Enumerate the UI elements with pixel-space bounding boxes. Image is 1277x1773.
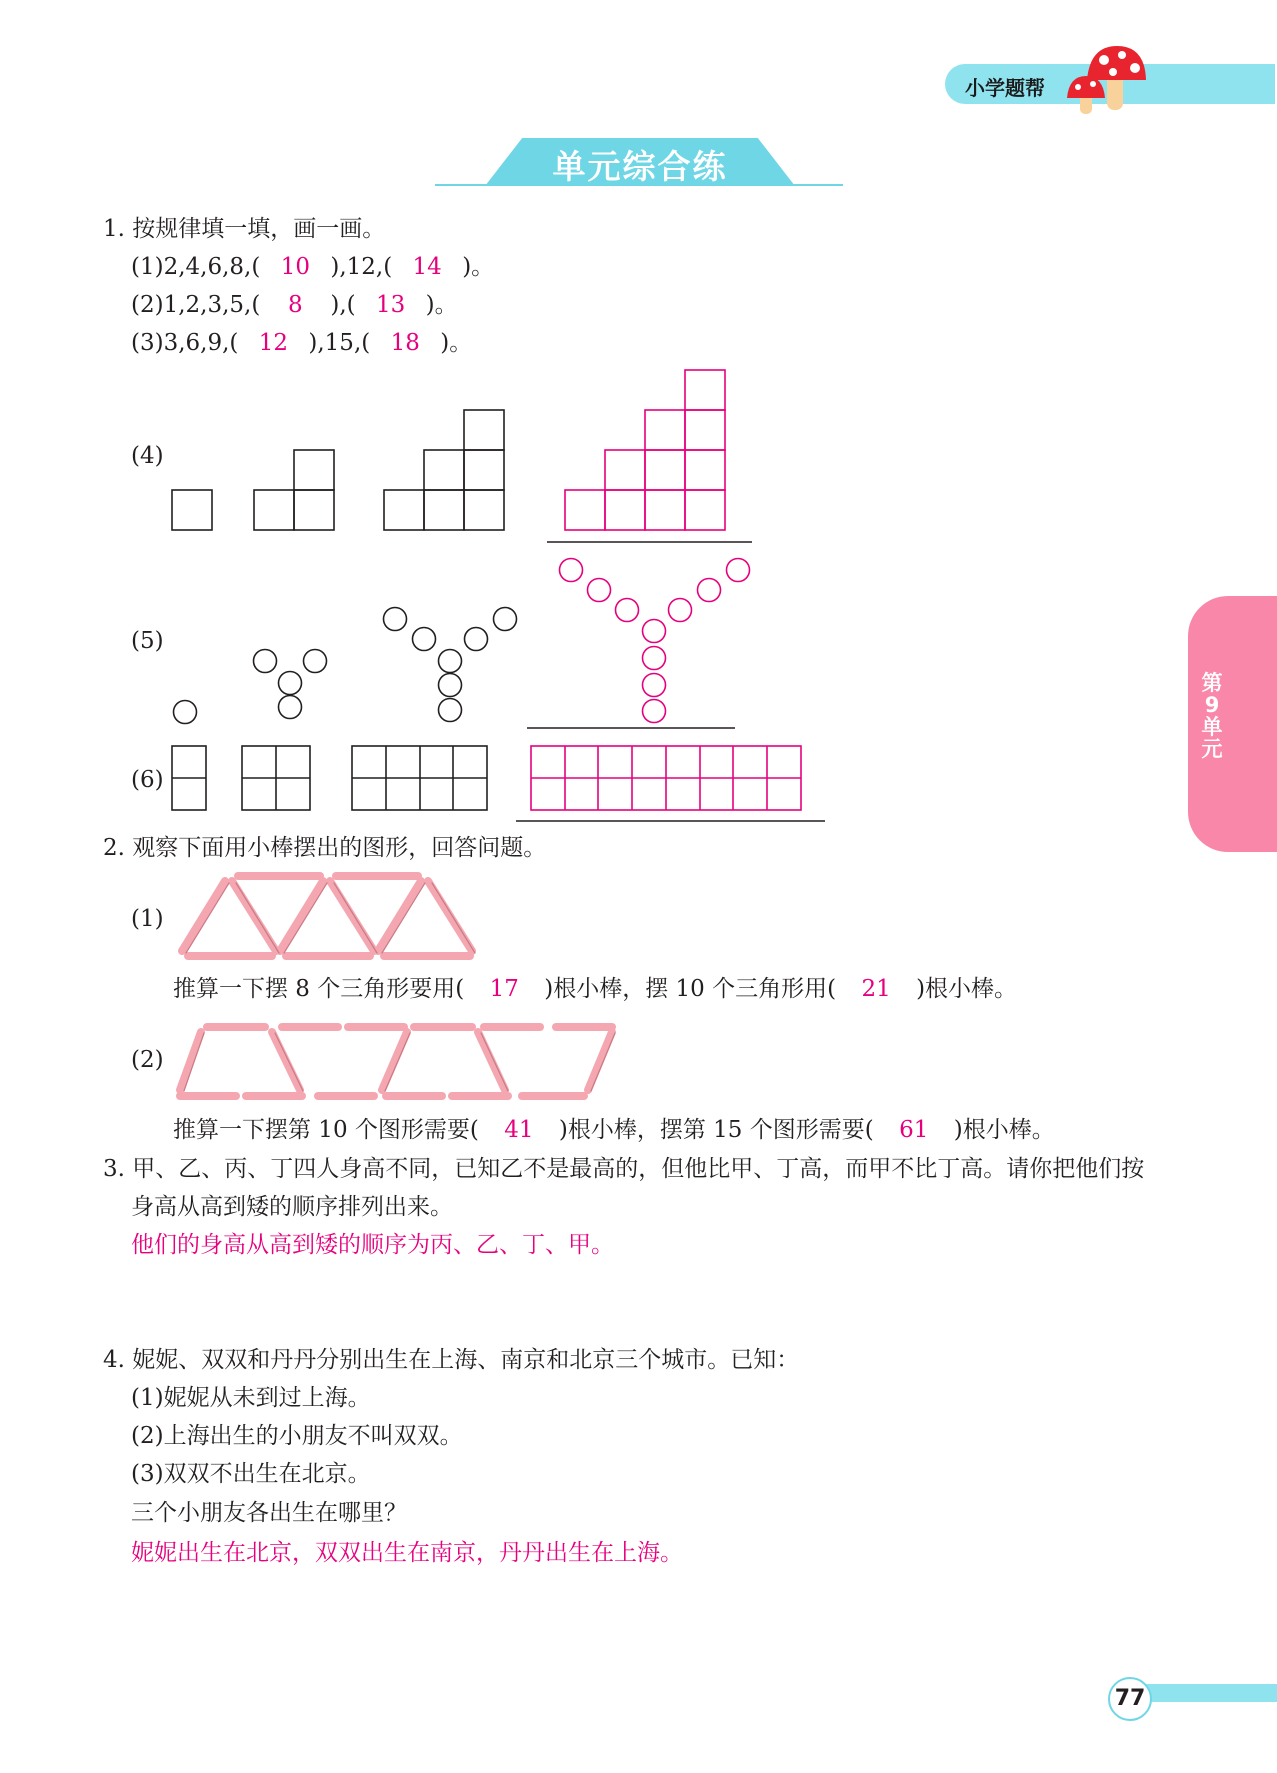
q2-p2-mid: )根小棒，摆第 15 个图形需要( xyxy=(558,1117,874,1143)
q2-p2-suffix: )根小棒。 xyxy=(953,1117,1055,1143)
q2-p2-pre: 推算一下摆第 10 个图形需要( xyxy=(173,1117,479,1143)
q2-p2-answer-1: 41 xyxy=(504,1117,534,1143)
q2-part2-question xyxy=(173,1117,1055,1145)
brand-label: 小学题帮 xyxy=(965,76,1045,100)
q1-s2-answer-2: 13 xyxy=(375,292,406,318)
q1-s2-mid: ),( xyxy=(330,292,356,318)
q4-condition-1: (1)妮妮从未到过上海。 xyxy=(131,1385,371,1411)
q1-s3-answer-1: 12 xyxy=(258,330,289,356)
q1-s1-mid: ),12,( xyxy=(330,254,393,280)
q1-s2-answer-1: 8 xyxy=(288,292,303,318)
q1-s3-suffix: )。 xyxy=(440,330,473,356)
q2-p1-answer-2: 21 xyxy=(861,976,891,1002)
q2-p1-mid: )根小棒，摆 10 个三角形用( xyxy=(544,976,837,1002)
q2-title: 2. 观察下面用小棒摆出的图形，回答问题。 xyxy=(103,835,547,861)
q1-s3-answer-2: 18 xyxy=(390,330,420,356)
q4-answer: 妮妮出生在北京，双双出生在南京，丹丹出生在上海。 xyxy=(131,1540,683,1566)
q2-p1-pre: 推算一下摆 8 个三角形要用( xyxy=(173,976,465,1002)
section-title: 单元综合练 xyxy=(552,147,728,186)
q1-s3-prefix: (3)3,6,9,( xyxy=(131,330,239,356)
page-number-bar xyxy=(1135,1684,1277,1702)
q4-condition-3: (3)双双不出生在北京。 xyxy=(131,1461,371,1487)
q2-p2-answer-2: 61 xyxy=(899,1117,929,1143)
q1-s1-answer-1: 10 xyxy=(280,254,310,280)
q4-title: 4. 妮妮、双双和丹丹分别出生在上海、南京和北京三个城市。已知： xyxy=(103,1347,800,1373)
q1-s1-prefix: (1)2,4,6,8,( xyxy=(131,254,261,280)
q1-s2-prefix: (2)1,2,3,5,( xyxy=(131,292,261,318)
q1-s2-suffix: )。 xyxy=(425,292,458,318)
q3-text-line-1: 3. 甲、乙、丙、丁四人身高不同，已知乙不是最高的，但他比甲、丁高，而甲不比丁高。请你把他们按 xyxy=(103,1156,1145,1182)
q4-condition-2: (2)上海出生的小朋友不叫双双。 xyxy=(131,1423,463,1449)
q4-question: 三个小朋友各出生在哪里？ xyxy=(131,1500,407,1526)
q3-answer: 他们的身高从高到矮的顺序为丙、乙、丁、甲。 xyxy=(131,1232,614,1258)
q1-s3-mid: ),15,( xyxy=(308,330,371,356)
q1-label-4: (4) xyxy=(131,443,164,469)
q1-label-6: (6) xyxy=(131,767,164,793)
q3-text-line-2: 身高从高到矮的顺序排列出来。 xyxy=(131,1194,453,1220)
q2-p1-suffix: )根小棒。 xyxy=(916,976,1018,1002)
q1-s1-answer-2: 14 xyxy=(412,254,442,280)
q2-part1-label: (1) xyxy=(131,906,164,932)
q1-s1-suffix: )。 xyxy=(462,254,495,280)
q2-p1-answer-1: 17 xyxy=(489,976,519,1002)
unit-side-tab-label: 第9单元 xyxy=(1201,671,1223,762)
q2-part2-label: (2) xyxy=(131,1047,164,1073)
page-number: 77 xyxy=(1108,1677,1152,1721)
q1-label-5: (5) xyxy=(131,628,164,654)
q1-title: 1. 按规律填一填，画一画。 xyxy=(103,216,386,242)
